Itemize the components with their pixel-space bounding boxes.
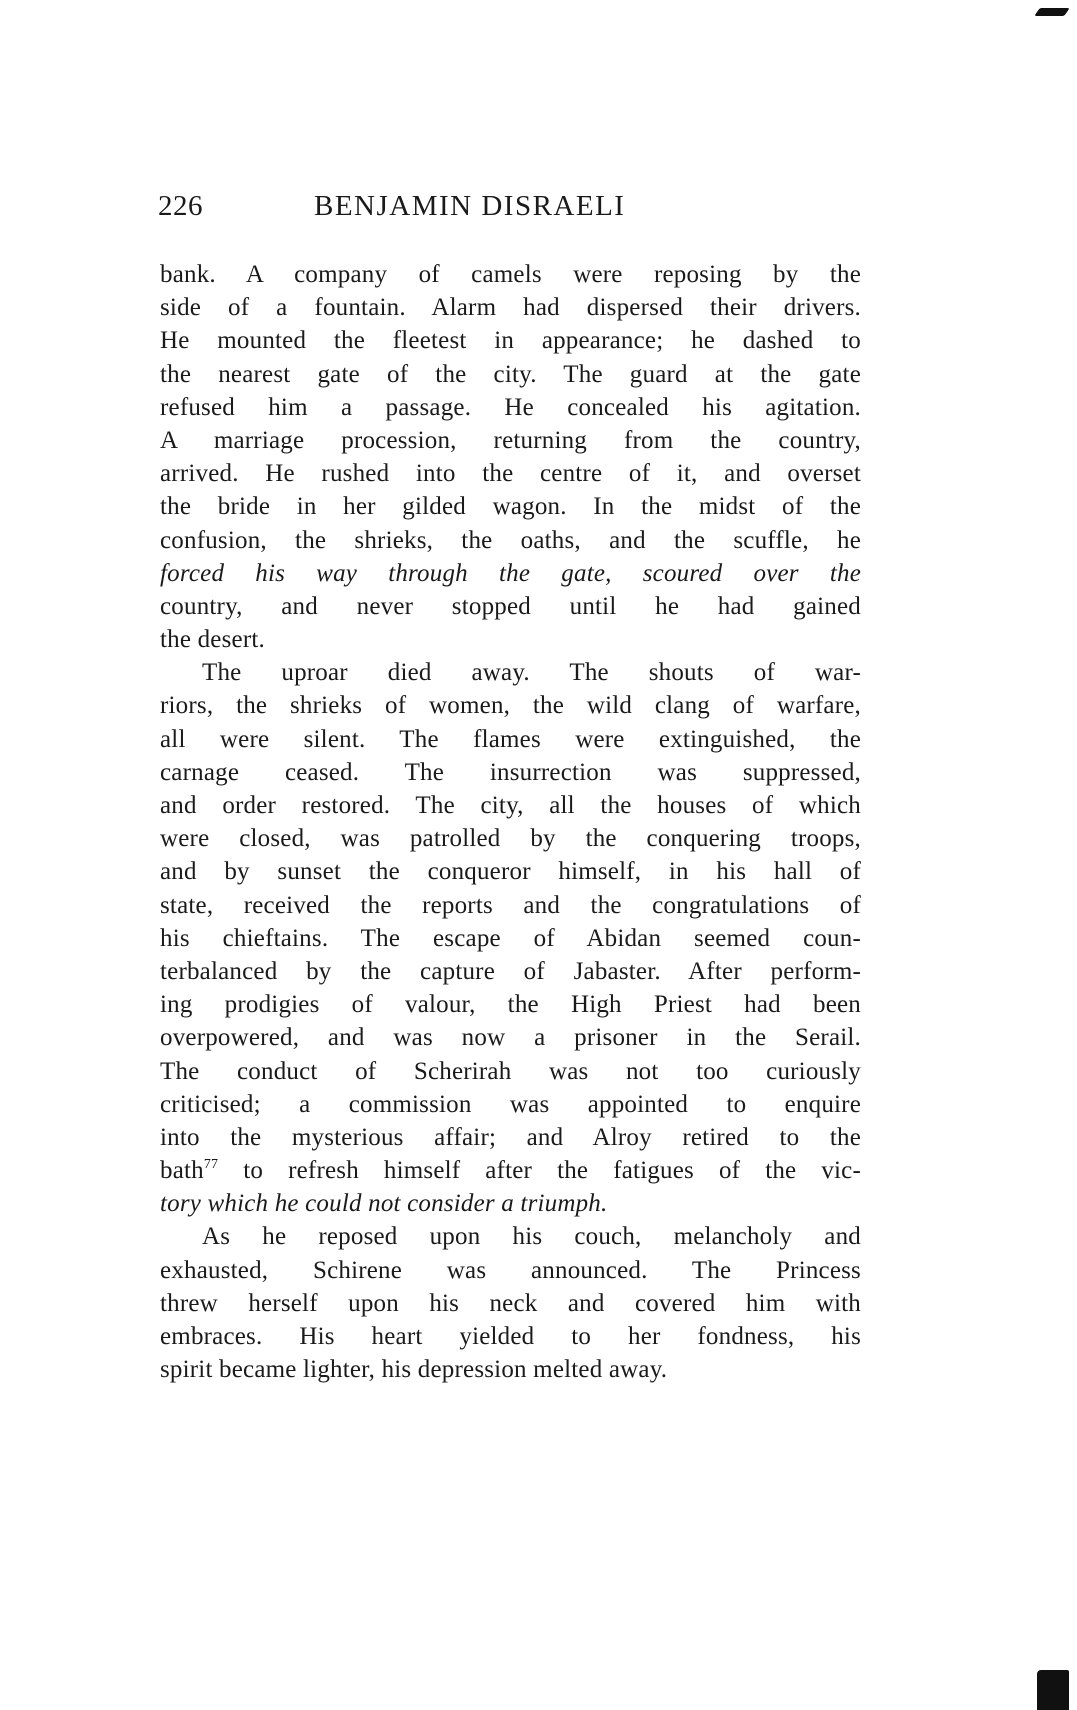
text-line: state, received the reports and the congratulations of [160,891,861,919]
text-line: the nearest gate of the city. The guard at the gate [160,360,861,388]
text-line: bank. A company of camels were reposing by the [160,261,861,288]
text-line: A marriage procession, returning from the country, [160,426,861,454]
scan-mark-top [1034,8,1070,16]
text-line: riors, the shrieks of women, the wild clang of warfare, [160,692,861,720]
page-header [158,190,858,240]
text-line: and by sunset the conqueror himself, in his hall of [160,858,861,886]
text-line-rest: to refresh himself after the fatigues of the vic- [243,1157,862,1185]
text-line: The uproar died away. The shouts of war- [202,659,861,687]
text-line-italic: forced his way through the gate, scoured over the [160,559,861,587]
text-line: criticised; a commission was appointed to enquire [160,1090,861,1118]
text-line: threw herself upon his neck and covered him with [160,1289,861,1317]
text-line: all were silent. The flames were extinguished, the [160,725,861,753]
text-line: terbalanced by the capture of Jabaster. After perform- [160,957,861,985]
footnote-word: bath [160,1157,204,1185]
text-line: into the mysterious affair; and Alroy retired to the [160,1123,861,1151]
text-line: spirit became lighter, his depression melted away. [160,1356,668,1384]
text-line: country, and never stopped until he had gained [160,592,861,620]
text-line: As he reposed upon his couch, melancholy and [202,1223,861,1251]
text-line: carnage ceased. The insurrection was suppressed, [160,758,861,786]
text-line: overpowered, and was now a prisoner in the Serail. [160,1024,861,1052]
text-line: and order restored. The city, all the houses of which [160,792,861,819]
running-title: BENJAMIN DISRAELI [314,190,626,222]
text-line: were closed, was patrolled by the conquering troops, [160,825,861,853]
body-text [160,258,861,1386]
text-line: exhausted, Schirene was announced. The Princess [160,1256,861,1284]
paragraph-2 [160,656,861,1220]
text-line: side of a fountain. Alarm had dispersed their drivers. [160,294,861,322]
text-line: He mounted the fleetest in appearance; he dashed to [160,327,861,355]
text-line-italic: tory which he could not consider a triumph. [160,1190,608,1218]
text-line: confusion, the shrieks, the oaths, and the scuffle, he [160,526,861,554]
text-line: ing prodigies of valour, the High Priest had been [160,991,861,1019]
text-line: the desert. [160,626,265,654]
text-line: his chieftains. The escape of Abidan seemed coun- [160,924,861,952]
page-number: 226 [158,190,203,222]
scan-mark-bottom [1037,1670,1069,1710]
text-line: refused him a passage. He concealed his agitation. [160,393,861,421]
paragraph-3 [160,1220,861,1386]
text-line: embraces. His heart yielded to her fondness, his [160,1323,861,1350]
footnote-reference[interactable]: 77 [203,1157,219,1173]
text-line-with-footnote [160,1154,861,1187]
text-line: arrived. He rushed into the centre of it, and overset [160,460,861,488]
text-line: The conduct of Scherirah was not too curiously [160,1057,861,1085]
text-line: the bride in her gilded wagon. In the midst of the [160,493,861,521]
paragraph-1 [160,258,861,656]
